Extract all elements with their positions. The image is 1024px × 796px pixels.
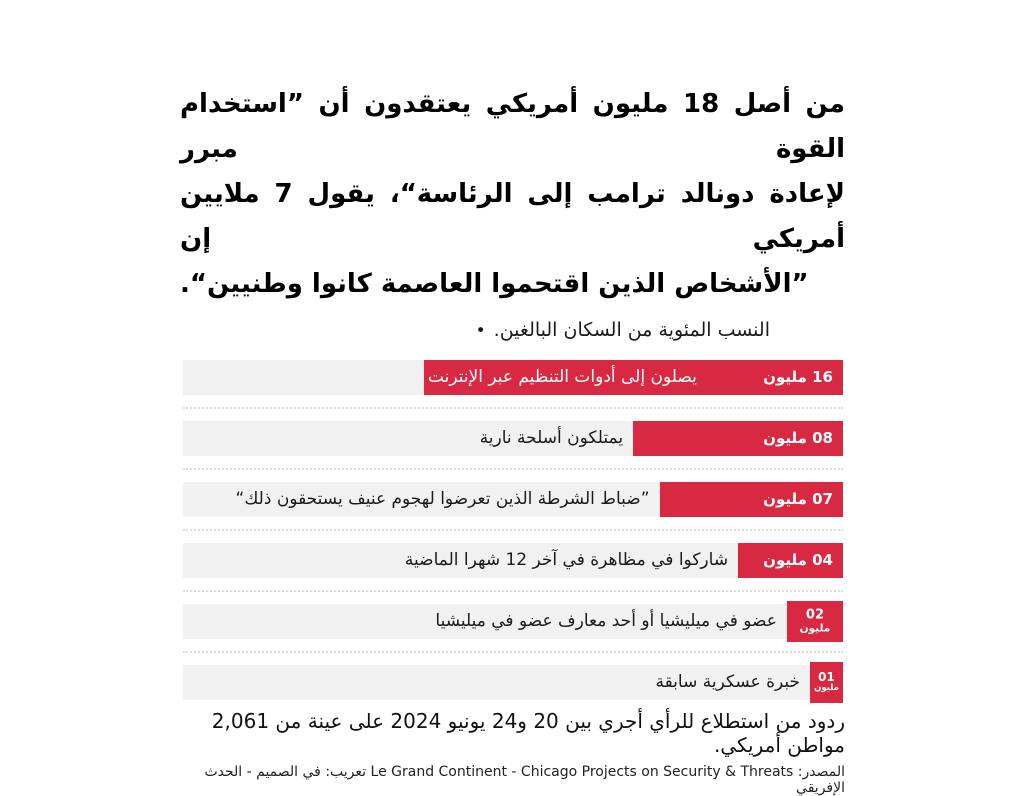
bar-value-label (763, 360, 833, 395)
bar (810, 662, 843, 703)
bar-value-number: 07 (812, 490, 833, 508)
bar-value-number: 16 (812, 368, 833, 386)
chart-row (183, 421, 843, 456)
category-label: خبرة عسكرية سابقة (655, 672, 800, 692)
category-label: شاركوا في مظاهرة في آخر 12 شهرا الماضية (404, 550, 729, 570)
bar-chart (183, 360, 843, 700)
chart-title-line-3: ”الأشخاص الذين اقتحموا العاصمة كانوا وطنيين“. (180, 269, 809, 299)
infographic (180, 0, 845, 796)
bar-value-label (810, 671, 843, 695)
bar-value-number: 01 (818, 669, 835, 684)
chart-title-line-2: لإعادة دونالد ترامب إلى الرئاسة“، يقول 7 ملايين أمريكي إن (180, 179, 846, 254)
category-label: يصلون إلى أدوات التنظيم عبر الإنترنت (427, 367, 697, 387)
chart-row (183, 482, 843, 517)
bar-value-unit: مليون (763, 551, 807, 569)
bar (787, 601, 843, 642)
source-line: المصدر: Le Grand Continent - Chicago Projects on Security & Threats تعريب: في الصميم - الحدث الإفريقي (204, 764, 845, 796)
chart-row (183, 665, 843, 700)
bar-value-label (763, 421, 833, 456)
dotted-separator (183, 578, 843, 604)
category-label: يمتلكون أسلحة نارية (479, 428, 624, 448)
chart-row (183, 604, 843, 639)
dotted-separator (183, 639, 843, 665)
chart-title-line-1: من أصل 18 مليون أمريكي يعتقدون أن ”استخدام القوة مبرر (180, 89, 846, 164)
dotted-separator (183, 456, 843, 482)
bar (633, 421, 843, 456)
dotted-separator (183, 517, 843, 543)
category-label: عضو في ميليشيا أو أحد معارف عضو في ميليشيا (435, 611, 777, 631)
bar (738, 543, 843, 578)
bar (660, 482, 843, 517)
bar-value-unit: مليون (763, 429, 807, 447)
bar-value-number: 02 (805, 607, 824, 622)
category-label: ”ضباط الشرطة الذين تعرضوا لهجوم عنيف يستحقون ذلك“ (235, 489, 650, 509)
bar-value-unit: مليون (763, 368, 807, 386)
bar-value-label (763, 543, 833, 578)
survey-note: ردود من استطلاع للرأي أجري بين 20 و24 يونيو 2024 على عينة من 2,061 مواطن أمريكي. (211, 709, 845, 757)
bar-value-unit: مليون (799, 622, 831, 635)
bar-value-unit: مليون (814, 683, 839, 694)
chart-subtitle (180, 319, 845, 341)
chart-subtitle-text: النسب المئوية من السكان البالغين. (493, 319, 770, 341)
bullet-icon: • (475, 321, 486, 341)
bar-value-number: 04 (812, 551, 833, 569)
chart-title (180, 0, 845, 307)
bar-value-label (787, 608, 843, 635)
dotted-separator (183, 395, 843, 421)
bar-value-unit: مليون (763, 490, 807, 508)
chart-row (183, 543, 843, 578)
bar-value-label (763, 482, 833, 517)
chart-row (183, 360, 843, 395)
bar-value-number: 08 (812, 429, 833, 447)
